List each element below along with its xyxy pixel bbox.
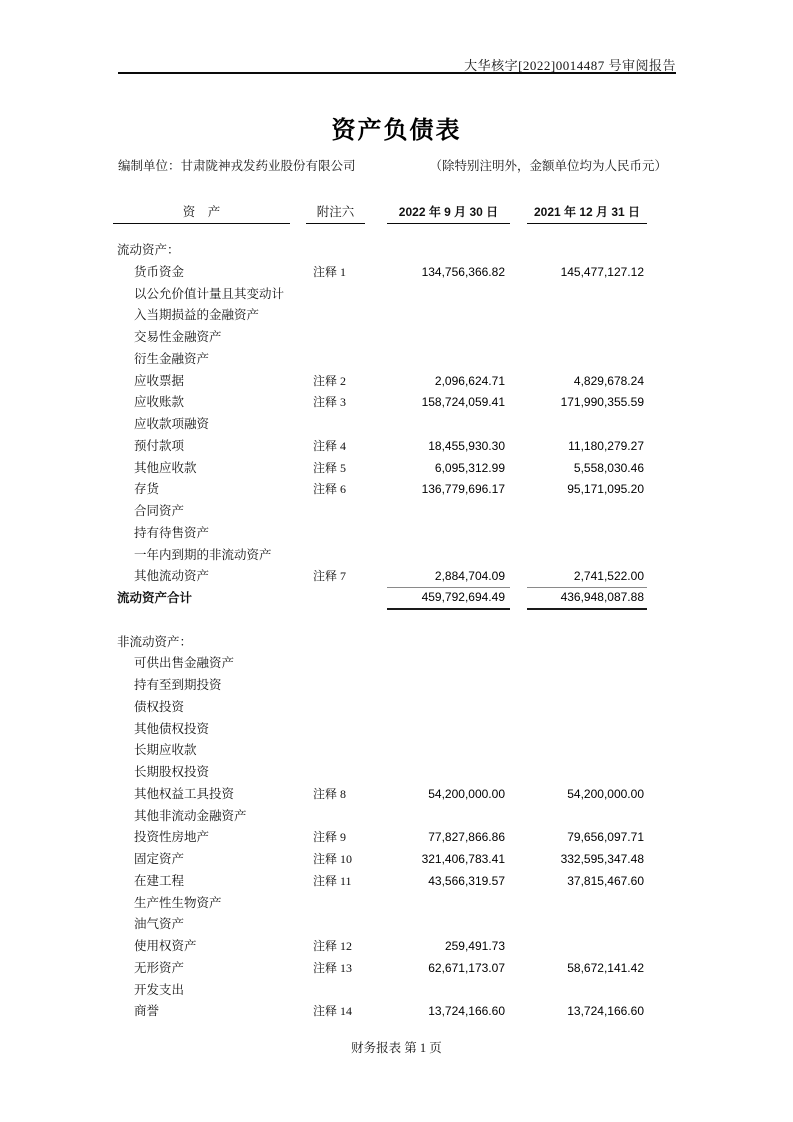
- note-ref-cell: 注释 7: [313, 569, 347, 584]
- amount-2021-cell: [527, 305, 647, 327]
- table-row: [117, 327, 647, 349]
- amount-2022-cell: [387, 501, 510, 523]
- column-spacer: [510, 479, 527, 501]
- table-row: [117, 936, 647, 958]
- amount-2022-cell: [387, 762, 510, 784]
- amount-2022-cell: [387, 675, 510, 697]
- table-row: [117, 980, 647, 1002]
- note-ref-cell: [306, 588, 387, 610]
- amount-2022-cell: [387, 653, 510, 675]
- amount-2021-cell: [527, 675, 647, 697]
- amount-2021-cell: 2,741,522.00: [527, 566, 647, 588]
- amount-2021-cell: [527, 632, 647, 654]
- asset-name-cell: 应收款项融资: [134, 417, 210, 431]
- table-row: [117, 414, 647, 436]
- column-spacer: [510, 588, 527, 610]
- amount-2021-cell: [527, 893, 647, 915]
- note-ref-cell: [306, 610, 387, 632]
- amount-2022-cell: 13,724,166.60: [428, 1004, 505, 1019]
- note-ref-cell: [306, 501, 387, 523]
- column-spacer: [510, 392, 527, 414]
- amount-2022-cell: [387, 305, 510, 327]
- col-header-2022-09-30: 2022 年 9 月 30 日: [387, 203, 510, 224]
- asset-name-cell: 交易性金融资产: [134, 330, 222, 344]
- asset-name-cell: 债权投资: [134, 699, 185, 714]
- asset-name-cell: 存货: [134, 482, 160, 497]
- note-ref-cell: 注释 4: [313, 438, 347, 453]
- amount-2021-cell: [527, 501, 647, 523]
- amount-2022-cell: [387, 632, 510, 654]
- column-spacer: [510, 871, 527, 893]
- column-spacer: [510, 1001, 527, 1023]
- asset-name-cell: 无形资产: [134, 960, 185, 975]
- amount-2022-cell: [387, 240, 510, 262]
- table-row: [117, 697, 647, 719]
- amount-2021-cell: [527, 980, 647, 1002]
- table-row: [117, 849, 647, 871]
- amount-2021-cell: [527, 349, 647, 371]
- amount-2022-cell: [387, 893, 510, 915]
- amount-2021-cell: 95,171,095.20: [567, 482, 644, 497]
- note-ref-cell: [306, 240, 387, 262]
- note-ref-cell: 注释 10: [313, 852, 353, 866]
- asset-name-cell: 货币资金: [134, 264, 185, 279]
- table-row: [117, 501, 647, 523]
- column-spacer: [510, 849, 527, 871]
- amount-2021-cell: 4,829,678.24: [573, 373, 644, 388]
- column-spacer: [510, 349, 527, 371]
- note-ref-cell: 注释 9: [313, 830, 347, 845]
- amount-2022-cell: [387, 697, 510, 719]
- table-row: [117, 871, 647, 893]
- asset-name-cell: 其他非流动金融资产: [134, 808, 247, 823]
- note-ref-cell: [306, 675, 387, 697]
- column-spacer: [510, 697, 527, 719]
- note-ref-cell: 注释 1: [313, 264, 347, 279]
- note-ref-cell: 注释 13: [313, 960, 353, 975]
- column-spacer: [510, 545, 527, 567]
- header-rule: [118, 72, 676, 74]
- amount-2022-cell: 43,566,319.57: [428, 873, 505, 888]
- asset-name-cell: 使用权资产: [134, 939, 197, 953]
- table-row: [117, 392, 647, 414]
- amount-2022-cell: 77,827,866.86: [428, 830, 505, 845]
- balance-sheet-table: [117, 201, 647, 1023]
- column-spacer: [510, 632, 527, 654]
- note-ref-cell: 注释 8: [313, 786, 347, 801]
- note-ref-cell: [306, 697, 387, 719]
- note-ref-cell: 注释 3: [313, 395, 347, 410]
- table-row: [117, 1001, 647, 1023]
- asset-name-cell: 其他应收款: [134, 460, 197, 475]
- asset-name-cell: 流动资产合计: [117, 591, 193, 605]
- note-ref-cell: [306, 806, 387, 828]
- section-header-row: [117, 240, 647, 262]
- column-spacer: [510, 914, 527, 936]
- note-ref-cell: 注释 2: [313, 373, 347, 388]
- amount-2021-cell: 54,200,000.00: [567, 786, 644, 801]
- note-ref-cell: [306, 305, 387, 327]
- asset-name-cell: 应收账款: [134, 395, 185, 410]
- note-ref-cell: [306, 914, 387, 936]
- amount-2021-cell: 58,672,141.42: [567, 960, 644, 975]
- asset-name-cell: 商誉: [134, 1004, 160, 1019]
- asset-name-cell: 油气资产: [134, 917, 185, 932]
- column-spacer: [510, 436, 527, 458]
- asset-name-cell: 持有待售资产: [134, 525, 210, 540]
- column-spacer: [510, 566, 527, 588]
- table-row: [117, 740, 647, 762]
- amount-2022-cell: 62,671,173.07: [428, 960, 505, 975]
- note-ref-cell: [306, 653, 387, 675]
- column-spacer: [510, 653, 527, 675]
- asset-name-cell: 生产性生物资产: [134, 895, 222, 910]
- column-spacer: [510, 893, 527, 915]
- amount-2021-cell: 5,558,030.46: [573, 460, 644, 475]
- amount-2022-cell: 259,491.73: [444, 939, 505, 953]
- asset-name-cell: 其他权益工具投资: [134, 786, 235, 801]
- column-spacer: [510, 610, 527, 632]
- spacer-row: [117, 610, 647, 632]
- amount-2022-cell: 158,724,059.41: [421, 395, 505, 410]
- table-row: [117, 653, 647, 675]
- amount-2022-cell: 54,200,000.00: [428, 786, 505, 801]
- amount-2021-cell: 332,595,347.48: [560, 852, 644, 866]
- amount-2021-cell: 145,477,127.12: [560, 264, 644, 279]
- amount-2022-cell: [387, 523, 510, 545]
- amount-2021-cell: [527, 284, 647, 306]
- column-spacer: [510, 762, 527, 784]
- table-row: [117, 284, 647, 306]
- asset-name-cell: 以公允价值计量且其变动计: [134, 286, 285, 301]
- table-row: [117, 827, 647, 849]
- column-spacer: [510, 936, 527, 958]
- asset-name-cell: 长期股权投资: [134, 765, 210, 779]
- amount-2022-cell: 2,096,624.71: [434, 373, 505, 388]
- asset-name-cell: 可供出售金融资产: [134, 656, 235, 671]
- asset-name-cell: 一年内到期的非流动资产: [134, 547, 272, 562]
- amount-2022-cell: 18,455,930.30: [428, 438, 505, 453]
- amount-2021-cell: 13,724,166.60: [567, 1004, 644, 1019]
- note-ref-cell: 注释 6: [313, 482, 347, 497]
- amount-2022-cell: [387, 610, 510, 632]
- column-spacer: [510, 458, 527, 480]
- asset-name-cell: 其他流动资产: [134, 569, 210, 584]
- prep-info-row: [118, 156, 667, 174]
- table-row: [117, 436, 647, 458]
- amount-2021-cell: [527, 327, 647, 349]
- table-row: [117, 784, 647, 806]
- amount-2022-cell: 459,792,694.49: [387, 588, 510, 610]
- note-ref-cell: [306, 980, 387, 1002]
- col-header-note: 附注六: [306, 202, 365, 224]
- table-row: [117, 371, 647, 393]
- table-body: [117, 240, 647, 1023]
- column-spacer: [510, 523, 527, 545]
- amount-2021-cell: [527, 610, 647, 632]
- amount-2022-cell: [387, 327, 510, 349]
- amount-2022-cell: 6,095,312.99: [434, 460, 505, 475]
- amount-2021-cell: 79,656,097.71: [567, 830, 644, 845]
- asset-name-cell: 入当期损益的金融资产: [134, 308, 260, 323]
- asset-name-cell: 在建工程: [134, 873, 185, 888]
- amount-2021-cell: 436,948,087.88: [527, 588, 647, 610]
- note-ref-cell: [306, 545, 387, 567]
- amount-2021-cell: [527, 740, 647, 762]
- note-ref-cell: 注释 14: [313, 1004, 353, 1019]
- note-ref-cell: [306, 762, 387, 784]
- amount-2022-cell: [387, 414, 510, 436]
- amount-2021-cell: 37,815,467.60: [567, 873, 644, 888]
- col-header-asset: 资 产: [113, 202, 290, 224]
- amount-2022-cell: [387, 914, 510, 936]
- table-row: [117, 305, 647, 327]
- column-spacer: [510, 284, 527, 306]
- page-footer: 财务报表 第 1 页: [351, 1041, 442, 1055]
- note-ref-cell: 注释 5: [313, 460, 347, 475]
- asset-name-cell: 合同资产: [134, 504, 185, 518]
- column-spacer: [510, 262, 527, 284]
- amount-2021-cell: [527, 762, 647, 784]
- amount-2021-cell: 171,990,355.59: [560, 395, 644, 410]
- amount-2022-cell: 136,779,696.17: [421, 482, 505, 497]
- col-header-2021-12-31: 2021 年 12 月 31 日: [527, 203, 647, 224]
- amount-2021-cell: [527, 523, 647, 545]
- column-spacer: [510, 827, 527, 849]
- table-row: [117, 545, 647, 567]
- asset-name-cell: 固定资产: [134, 852, 185, 866]
- report-number: 大华核字[2022]0014487 号审阅报告: [464, 58, 676, 73]
- amount-2021-cell: [527, 806, 647, 828]
- amount-2022-cell: [387, 806, 510, 828]
- amount-2021-cell: 11,180,279.27: [568, 438, 644, 453]
- note-ref-cell: [306, 414, 387, 436]
- asset-name-cell: 开发支出: [134, 982, 185, 997]
- amount-2021-cell: [527, 545, 647, 567]
- section-header-row: [117, 632, 647, 654]
- amount-2021-cell: [527, 240, 647, 262]
- amount-2021-cell: [527, 653, 647, 675]
- column-spacer: [510, 240, 527, 262]
- asset-name-cell: [117, 610, 306, 632]
- table-row: [117, 719, 647, 741]
- asset-name-cell: 流动资产：: [117, 243, 180, 257]
- table-row: [117, 958, 647, 980]
- amount-2021-cell: [527, 414, 647, 436]
- column-spacer: [510, 501, 527, 523]
- column-spacer: [510, 719, 527, 741]
- asset-name-cell: 投资性房地产: [134, 830, 210, 845]
- asset-name-cell: 非流动资产：: [117, 634, 193, 649]
- table-row: [117, 479, 647, 501]
- asset-name-cell: 长期应收款: [134, 743, 197, 758]
- note-ref-cell: [306, 284, 387, 306]
- currency-unit-note: （除特别注明外，金额单位均为人民币元）: [429, 159, 667, 173]
- page-title: 资产负债表: [331, 118, 462, 144]
- note-ref-cell: [306, 523, 387, 545]
- table-row: [117, 806, 647, 828]
- note-ref-cell: [306, 893, 387, 915]
- amount-2022-cell: 134,756,366.82: [421, 264, 505, 279]
- note-ref-cell: [306, 349, 387, 371]
- column-spacer: [510, 305, 527, 327]
- column-spacer: [510, 784, 527, 806]
- table-row: [117, 262, 647, 284]
- amount-2022-cell: [387, 740, 510, 762]
- total-row: [117, 588, 647, 610]
- table-row: [117, 914, 647, 936]
- column-spacer: [510, 740, 527, 762]
- note-ref-cell: [306, 327, 387, 349]
- note-ref-cell: 注释 12: [313, 939, 353, 953]
- table-row: [117, 566, 647, 588]
- column-spacer: [510, 980, 527, 1002]
- table-row: [117, 349, 647, 371]
- asset-name-cell: 预付款项: [134, 438, 185, 453]
- amount-2021-cell: [527, 719, 647, 741]
- amount-2022-cell: 2,884,704.09: [387, 566, 510, 588]
- table-header-row: [117, 201, 647, 224]
- table-row: [117, 893, 647, 915]
- amount-2022-cell: [387, 545, 510, 567]
- asset-name-cell: 衍生金融资产: [134, 351, 210, 366]
- column-spacer: [510, 414, 527, 436]
- asset-name-cell: 持有至到期投资: [134, 678, 222, 692]
- amount-2021-cell: [527, 914, 647, 936]
- prepared-by-label: 编制单位：甘肃陇神戎发药业股份有限公司: [118, 159, 356, 173]
- amount-2021-cell: [527, 697, 647, 719]
- amount-2021-cell: [527, 936, 647, 958]
- column-spacer: [510, 958, 527, 980]
- table-row: [117, 762, 647, 784]
- column-spacer: [510, 371, 527, 393]
- note-ref-cell: [306, 632, 387, 654]
- table-row: [117, 458, 647, 480]
- asset-name-cell: 其他债权投资: [134, 721, 210, 736]
- note-ref-cell: 注释 11: [313, 873, 352, 888]
- amount-2022-cell: 321,406,783.41: [421, 852, 505, 866]
- table-row: [117, 675, 647, 697]
- table-row: [117, 523, 647, 545]
- amount-2022-cell: [387, 349, 510, 371]
- note-ref-cell: [306, 719, 387, 741]
- column-spacer: [510, 327, 527, 349]
- note-ref-cell: [306, 740, 387, 762]
- asset-name-cell: 应收票据: [134, 373, 185, 388]
- column-spacer: [510, 806, 527, 828]
- amount-2022-cell: [387, 719, 510, 741]
- column-spacer: [510, 675, 527, 697]
- amount-2022-cell: [387, 284, 510, 306]
- amount-2022-cell: [387, 980, 510, 1002]
